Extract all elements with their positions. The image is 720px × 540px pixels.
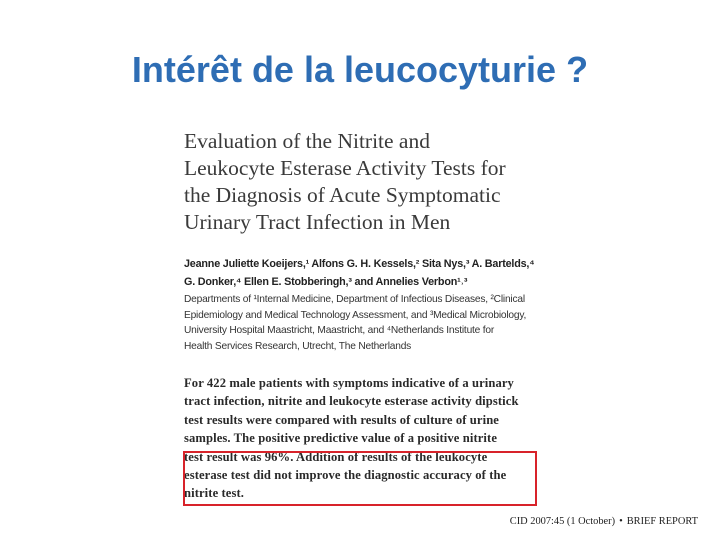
citation-footer	[510, 515, 698, 529]
affiliation-line: Health Services Research, Utrecht, The Netherlands	[184, 340, 412, 352]
abstract-line: esterase test did not improve the diagnostic accuracy of the	[184, 468, 507, 483]
citation-section: BRIEF REPORT	[626, 516, 698, 527]
affiliation-line: Epidemiology and Medical Technology Assessment, and ³Medical Microbiology,	[184, 309, 527, 321]
paper-title-line: the Diagnosis of Acute Symptomatic	[184, 183, 501, 207]
paper-title-line: Evaluation of the Nitrite and	[184, 129, 430, 153]
affiliation-line: University Hospital Maastricht, Maastricht, and ⁴Netherlands Institute for	[184, 325, 495, 336]
citation-separator: •	[619, 516, 623, 527]
citation-journal: CID 2007:45 (1 October)	[509, 516, 616, 527]
highlight-box	[183, 451, 537, 506]
paper-authors	[184, 255, 544, 291]
abstract-line: For 422 male patients with symptoms indicative of a urinary	[184, 376, 514, 390]
abstract-line: tract infection, nitrite and leukocyte esterase activity dipstick	[184, 394, 519, 409]
paper-title-line: Leukocyte Esterase Activity Tests for	[184, 156, 506, 180]
abstract-line: test results were compared with results of culture of urine	[184, 412, 499, 427]
paper-title-line: Urinary Tract Infection in Men	[184, 210, 451, 234]
paper-title	[184, 128, 554, 236]
paper-affiliations	[184, 292, 544, 354]
slide-title: Intérêt de la leucocyturie ?	[131, 49, 589, 90]
abstract-line: test result was 96%. Addition of results of the leukocyte	[184, 449, 488, 464]
affiliation-line: Departments of ¹Internal Medicine, Department of Infectious Diseases, ²Clinical	[184, 294, 525, 305]
abstract-line: samples. The positive predictive value of a positive nitrite	[184, 431, 498, 446]
abstract-line: nitrite test.	[184, 486, 245, 501]
author-line: G. Donker,⁴ Ellen E. Stobberingh,³ and Annelies Verbon¹˒³	[184, 276, 468, 288]
author-line: Jeanne Juliette Koeijers,¹ Alfons G. H. Kessels,² Sita Nys,³ A. Bartelds,⁴	[184, 258, 535, 270]
